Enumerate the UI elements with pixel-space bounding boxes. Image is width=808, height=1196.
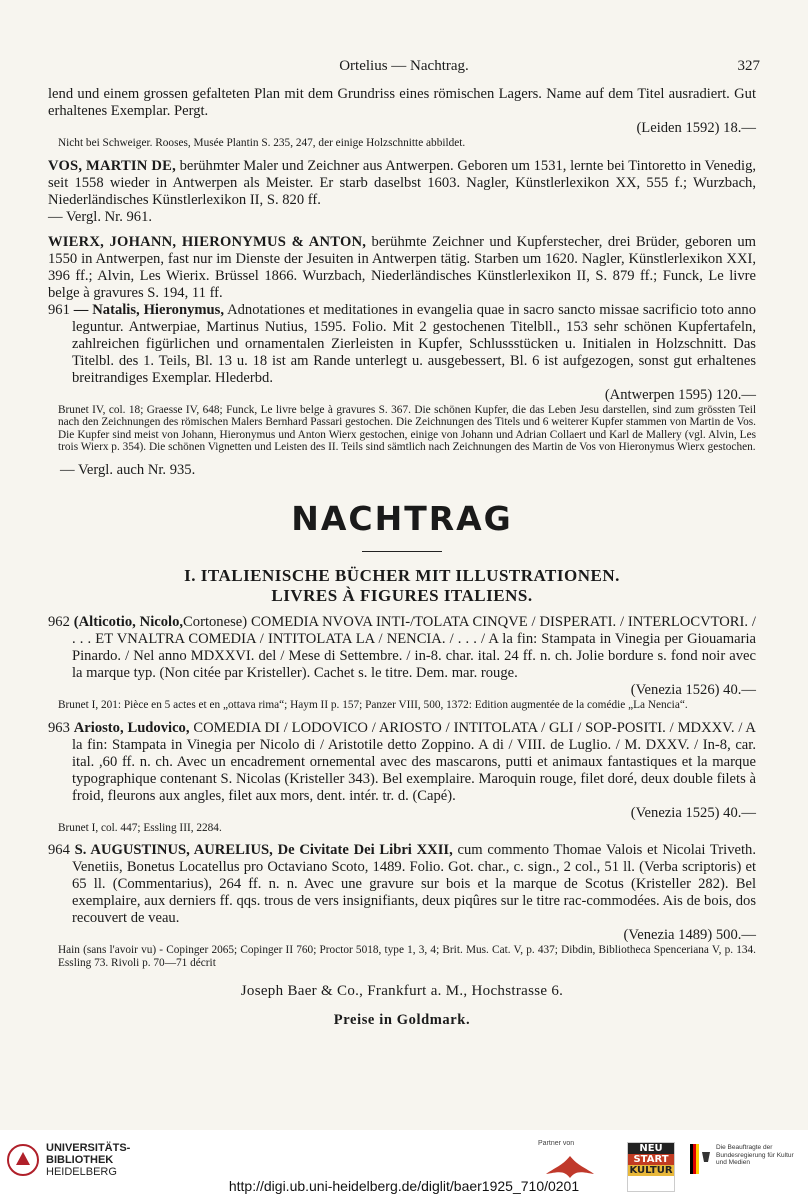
artist-bio: berühmte Zeichner und Kupferstecher, drei Brüder, geboren um 1550 in Antwerpen, fast nur im Dienste der Jesuiten in Antwerpen tätig. Starben um 1620. Nagler, Künstlerlexikon XXI, 396 ff.; Alvin, Les Wierix. Brüssel 1866. Wurzbach, Niederländisches Künstlerlexikon II, S. 879 ff.; Funck, Le livre belge à gravures S. 194, 11 ff. — [48, 233, 757, 301]
footnote: Nicht bei Schweiger. Rooses, Musée Plantin S. 235, 247, der einige Holzschnitte abbildet. — [58, 137, 466, 149]
entry-description: Cortonese) COMEDIA NVOVA INTI-/TOLATA CINQVE / DISPERATI. / INTERLOCVTORI. / . . . ET VNALTRA COMEDIA / INTITOLATA LA / NENCIA. / . . . / A la fin: Stampata in Vinegia per Giouamaria Pinardo. / Nel anno MDXXVI. del / Mese di Settembre. / in-8. char. ital. 24 ff. n. ch. Jolie bordure s. fond noir avec la marque typ. (Non citée par Kristeller). Cachet s. le titre. Dem. mar. rouge. — [72, 613, 756, 681]
entry-continuation: lend und einem grossen gefalteten Plan mit dem Grundriss eines römischen Lagers. Name auf dem Titel ausradiert. Gut erhaltenes Exemplar. Pergt. — [48, 86, 756, 119]
artist-entry-vos — [48, 158, 756, 209]
price: (Antwerpen 1595) 120.— — [604, 386, 756, 403]
artist-name: VOS, MARTIN DE, — [48, 157, 176, 174]
partner-label: Partner von — [538, 1140, 575, 1147]
footnote: Brunet I, col. 447; Essling III, 2284. — [58, 821, 222, 834]
artist-name: WIERX, JOHANN, HIERONYMUS & ANTON, — [48, 233, 367, 250]
cross-reference: — Vergl. Nr. 961. — [48, 208, 153, 225]
neustart-line3: KULTUR — [629, 1165, 673, 1176]
catalog-entry-961 — [48, 302, 756, 387]
divider — [362, 551, 442, 552]
neustart-line1: NEU — [628, 1143, 674, 1154]
permalink-url[interactable]: http://digi.ub.uni-heidelberg.de/diglit/baer1925_710/0201 — [228, 1178, 580, 1194]
page-number: 327 — [737, 58, 760, 74]
entry-author: — Natalis, Hieronymus, — [73, 301, 224, 318]
catalog-entry-962 — [48, 614, 756, 682]
federal-eagle-icon — [690, 1144, 712, 1174]
page-body — [48, 86, 756, 1029]
cross-reference: — Vergl. auch Nr. 935. — [60, 461, 196, 478]
viewer-footer — [0, 1130, 808, 1196]
section-subheading: LIVRES À FIGURES ITALIENS. — [271, 585, 533, 605]
artist-bio: berühmter Maler und Zeichner aus Antwerpen. Geboren um 1531, lernte bei Tintoretto in Venedig, seit 1558 wieder in Antwerpen als Meister. Er starb daselbst 1603. Nagler, Künstlerlexikon XX, 555 f.; Wurzbach, Niederländisches Künstlerlexikon II, S. 820 ff. — [48, 157, 757, 208]
section-heading: I. ITALIENISCHE BÜCHER MIT ILLUSTRATIONEN. — [184, 565, 620, 585]
artist-entry-wierx — [48, 234, 756, 302]
footnote: Brunet IV, col. 18; Graesse IV, 648; Funck, Le livre belge à gravures S. 367. Die schönen Kupfer, die das Leben Jesu darstellen, sind zum grössten Teil nach den Zeichnungen des römischen Malers Bernhard Passari gestochen. Die Zeichnungen des Titels und 6 weiterer Kupfer stammen von Martin de Vos. Die Kupfer sind meist von Johann, Hieronymus und Anton Wierx gestochen, einige von Johann und Adrian Collaert und Karl de Mallery (vgl. Alvin, Les trois Wierx p. 354). Die schönen Vignetten und Leisten des II. Teils sind sämtlich nach Zeichnungen des Martin de Vos von Hieronymus Wierx gestochen. — [58, 403, 756, 454]
entry-author: (Alticotio, Nicolo, — [73, 613, 184, 630]
entry-number: 961 — [48, 301, 70, 318]
entry-number: 963 — [48, 719, 70, 736]
price: (Venezia 1526) 40.— — [630, 681, 756, 698]
prices-note: Preise in Goldmark. — [333, 1012, 471, 1029]
library-name-line1: UNIVERSITÄTS- — [46, 1142, 131, 1154]
entry-description: cum commento Thomae Valois et Nicolai Triveth. Venetiis, Bonetus Locatellus pro Octaviano Scoto, 1489. Folio. Got. char., c. sign., 2 col., 51 ll. (Verba scriptoris) et 65 ll. (Commentarius), 264 ff. n. n. Avec une gravure sur bois et la marque de Scotus (Kristeller 282). Bel exemplaire, aux derniers ff. qqs. trous de vers insignifiants, deux piqûres sur le titre rac-commodées. Ais de bois, dos recouvert de veau. — [72, 842, 756, 927]
entry-author: Ariosto, Ludovico, — [73, 719, 190, 736]
header-title: Ortelius — Nachtrag. — [339, 58, 469, 74]
entry-author: S. AUGUSTINUS, AURELIUS, De Civitate Dei Libri XXII, — [74, 842, 453, 859]
bkm-text: Die Beauftragte der Bundesregierung für Kultur und Medien — [716, 1144, 794, 1166]
footnote: Hain (sans l'avoir vu) - Copinger 2065; Copinger II 760; Proctor 5018, type 1, 3, 4; Brit. Mus. Cat. V, p. 437; Dibdin, Bibliotheca Spenceriana V, p. 134. Essling 73. Rivoli p. 70—71 décrit — [58, 944, 756, 969]
catalog-entry-963 — [48, 720, 756, 805]
entry-number: 962 — [48, 613, 70, 630]
entry-description: Adnotationes et meditationes in evangelia quae in sacro sancto missae sacrificio toto anno leguntur. Antwerpiae, Martinus Nutius, 1595. Folio. Mit 2 gestochenen Titelbll., 153 sehr schönen Kupfertafeln, zahlreichen figürlichen und ornamentalen Zierleisten in Kupfer, Schlussstücken u. Initialen in Holzschnitt. Das Titelbl. des 1. Teils, Bl. 13 u. 18 ist am Rande unterlegt u. ausgebessert, Bl. 6 ist aufgezogen, sonst gut erhaltenes breitrandiges Exemplar. Hlederbd. — [72, 301, 756, 386]
library-name-line2: BIBLIOTHEK — [46, 1154, 114, 1166]
library-name-line3: HEIDELBERG — [46, 1166, 117, 1178]
library-logo[interactable] — [6, 1142, 130, 1178]
price: (Venezia 1525) 40.— — [630, 804, 756, 821]
price: (Leiden 1592) 18.— — [636, 120, 756, 136]
entry-description: COMEDIA DI / LODOVICO / ARIOSTO / INTITOLATA / GLI / SOP-POSITI. / MDXXV. / A la fin: Stampata in Vinegia per Nicolo di / Aristotile detto Zoppino. A di / VIII. de Luglio. / M. DXXV. / In-8, car. ital. ,60 ff. n. ch. Avec un encadrement ornemental avec des mascarons, putti et animaux fantastiques et la marque typographique contenant S. Nicolas (Kristeller 343). Bel exemplaire. Maroquin rouge, filet doré, deux double filets à froid, fleurons aux angles, filet aux mors, dent. intér. tr. d. (Capé). — [72, 719, 756, 804]
publisher-line: Joseph Baer & Co., Frankfurt a. M., Hochstrasse 6. — [240, 983, 564, 1000]
university-seal-icon — [6, 1143, 40, 1177]
section-title: NACHTRAG — [291, 498, 513, 538]
footnote: Brunet I, 201: Pièce en 5 actes et en „ottava rima“; Haym II p. 157; Panzer VIII, 500, 1372: Edition augmentée de la comédie „La Nencia“. — [58, 698, 688, 711]
running-header — [48, 58, 760, 80]
price: (Venezia 1489) 500.— — [623, 927, 756, 944]
neustart-line2: START — [628, 1154, 674, 1165]
catalog-entry-964 — [48, 842, 756, 927]
entry-number: 964 — [48, 842, 70, 859]
